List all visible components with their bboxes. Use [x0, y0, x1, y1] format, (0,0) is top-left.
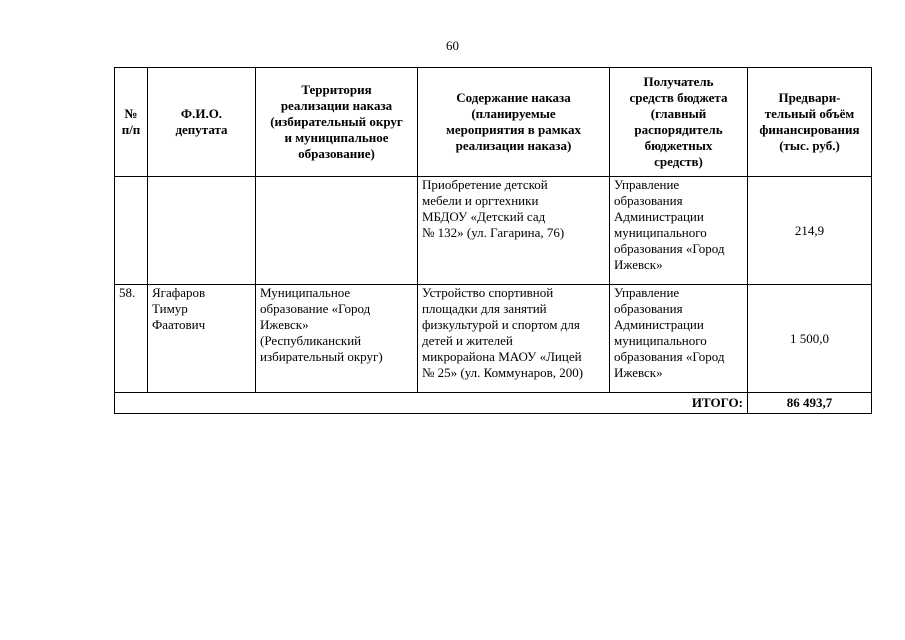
header-content: Содержание наказа (планируемые мероприятия в рамках реализации наказа) — [418, 68, 610, 177]
cell-amount: 214,9 — [748, 177, 872, 285]
header-number: № п/п — [115, 68, 148, 177]
cell-fio: Ягафаров Тимур Фаатович — [148, 285, 256, 393]
page-number: 60 — [446, 38, 459, 53]
table-row — [115, 285, 872, 393]
table-header-row — [115, 68, 872, 177]
cell-amount: 1 500,0 — [748, 285, 872, 393]
cell-fio — [148, 177, 256, 285]
total-value: 86 493,7 — [748, 393, 872, 414]
header-recipient: Получатель средств бюджета (главный распорядитель бюджетных средств) — [610, 68, 748, 177]
cell-recipient: Управление образования Администрации муниципального образования «Город Ижевск» — [610, 285, 748, 393]
cell-content: Устройство спортивной площадки для занятий физкультурой и спортом для детей и жителей микрорайона МАОУ «Лицей № 25» (ул. Коммунаров, 200) — [418, 285, 610, 393]
cell-territory — [256, 177, 418, 285]
header-territory: Территория реализации наказа (избирательный округ и муниципальное образование) — [256, 68, 418, 177]
total-label: ИТОГО: — [115, 393, 748, 414]
cell-content: Приобретение детской мебели и оргтехники МБДОУ «Детский сад № 132» (ул. Гагарина, 76) — [418, 177, 610, 285]
cell-recipient: Управление образования Администрации муниципального образования «Город Ижевск» — [610, 177, 748, 285]
cell-number: 58. — [115, 285, 148, 393]
cell-territory: Муниципальное образование «Город Ижевск» (Республиканский избирательный округ) — [256, 285, 418, 393]
budget-table — [114, 67, 872, 414]
total-row — [115, 393, 872, 414]
header-fio: Ф.И.О. депутата — [148, 68, 256, 177]
header-amount: Предвари- тельный объём финансирования (тыс. руб.) — [748, 68, 872, 177]
cell-number — [115, 177, 148, 285]
table-row — [115, 177, 872, 285]
